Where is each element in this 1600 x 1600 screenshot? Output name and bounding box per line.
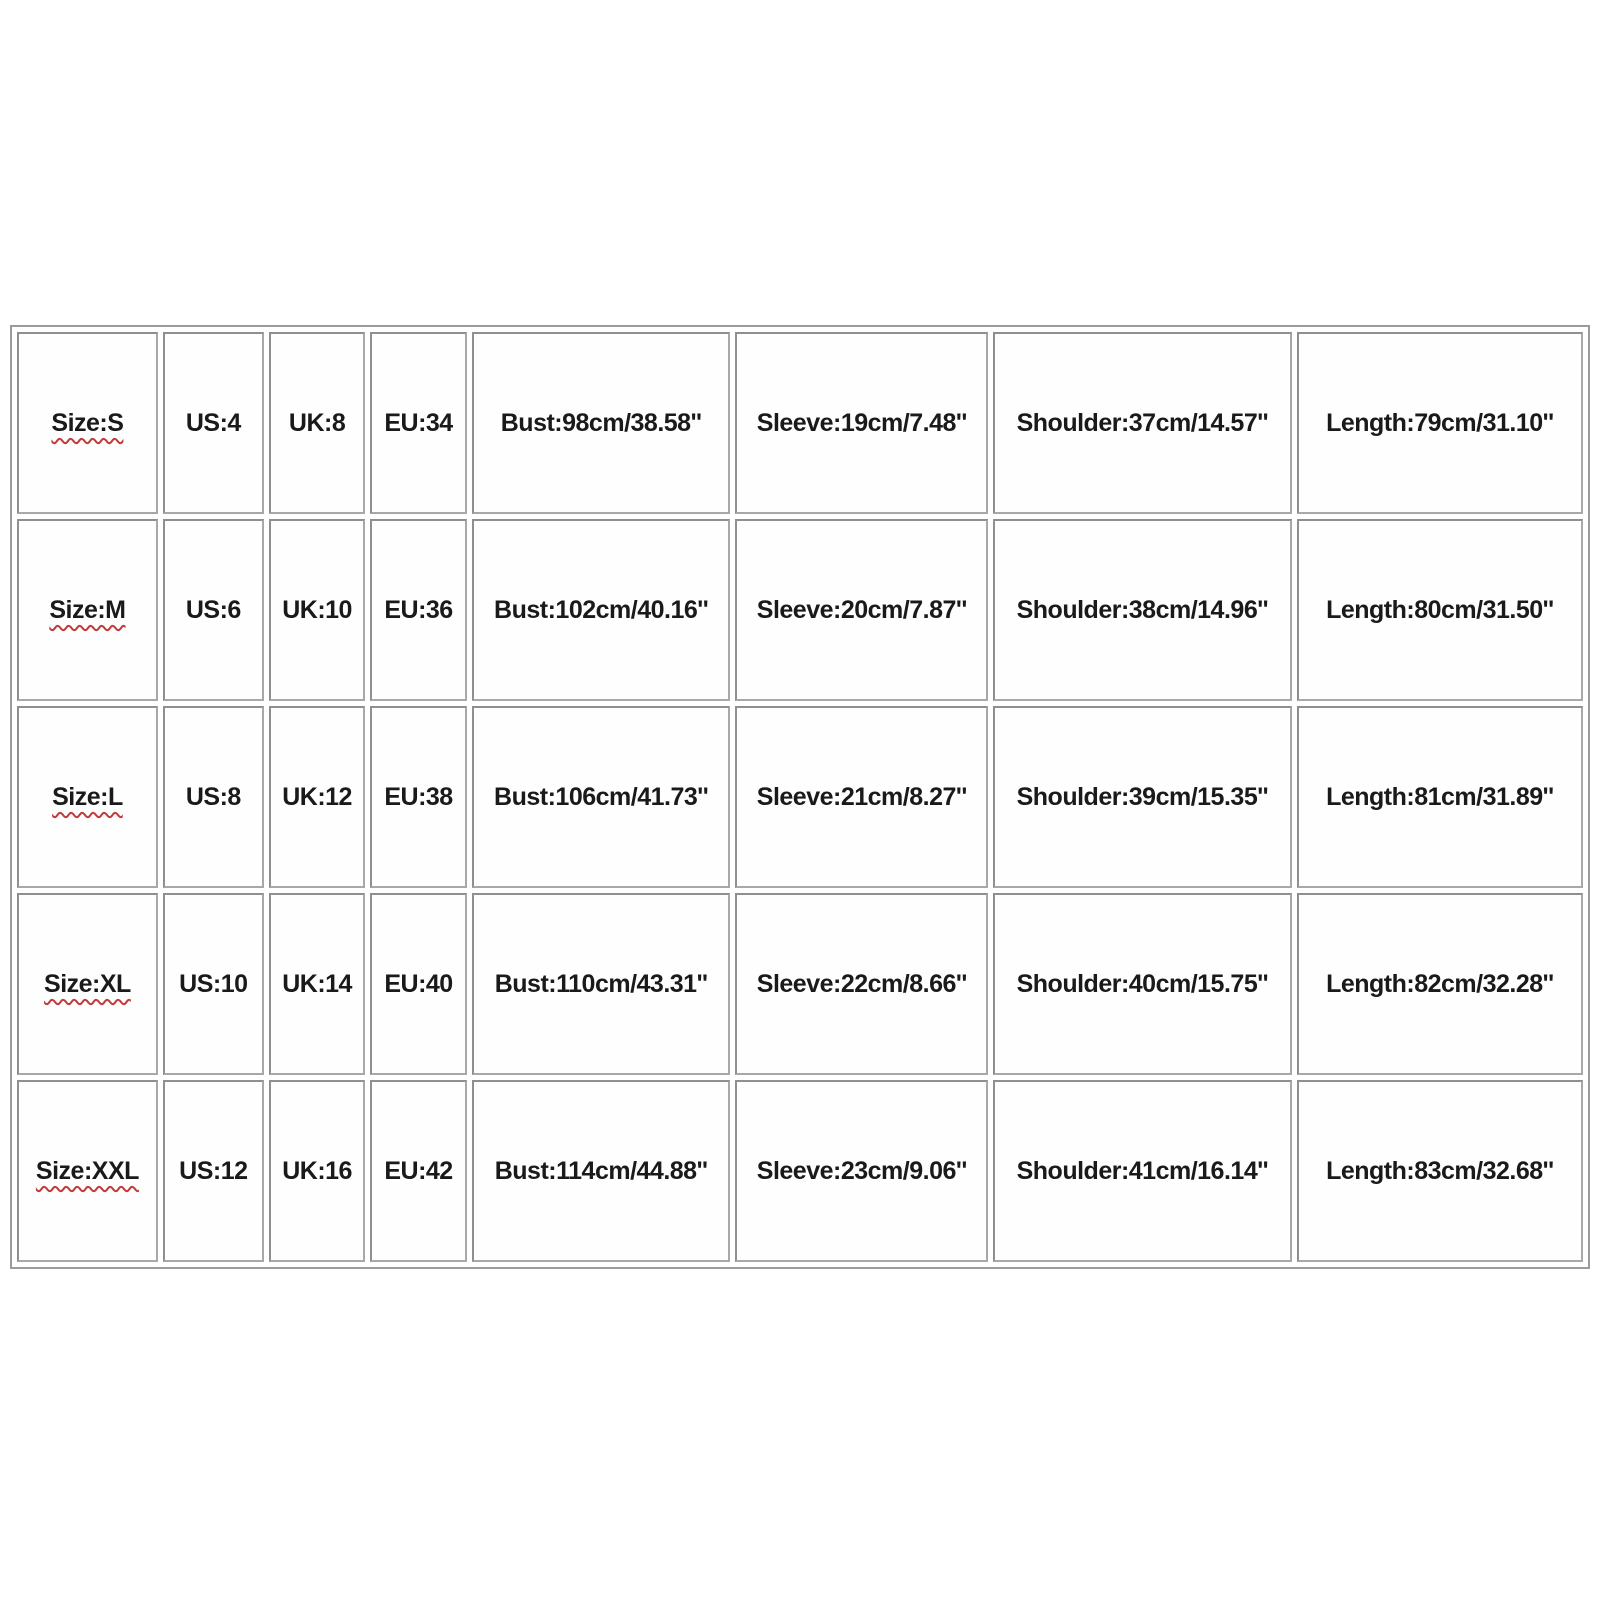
uk-value: UK:10 xyxy=(282,595,352,624)
us-cell xyxy=(163,332,264,514)
table-row xyxy=(17,332,1583,514)
size-cell xyxy=(17,1080,158,1262)
eu-value: EU:38 xyxy=(384,782,453,811)
shoulder-cell xyxy=(993,706,1292,888)
eu-value: EU:36 xyxy=(384,595,453,624)
shoulder-value: Shoulder:38cm/14.96'' xyxy=(1016,595,1269,624)
uk-value: UK:16 xyxy=(282,1156,352,1185)
size-value: Size:M xyxy=(49,595,126,624)
sleeve-value: Sleeve:23cm/9.06'' xyxy=(756,1156,967,1185)
size-value: Size:L xyxy=(52,782,123,811)
us-value: US:6 xyxy=(185,595,241,624)
us-value: US:4 xyxy=(185,408,241,437)
shoulder-value: Shoulder:37cm/14.57'' xyxy=(1016,408,1269,437)
size-cell xyxy=(17,332,158,514)
us-value: US:12 xyxy=(179,1156,248,1185)
bust-cell xyxy=(472,893,731,1075)
size-cell xyxy=(17,706,158,888)
shoulder-cell xyxy=(993,519,1292,701)
uk-value: UK:8 xyxy=(288,408,346,437)
bust-value: Bust:106cm/41.73'' xyxy=(494,782,709,811)
shoulder-cell xyxy=(993,332,1292,514)
sleeve-value: Sleeve:21cm/8.27'' xyxy=(756,782,967,811)
sleeve-cell xyxy=(735,706,988,888)
length-cell xyxy=(1297,519,1583,701)
table-row xyxy=(17,1080,1583,1262)
us-cell xyxy=(163,893,264,1075)
eu-cell xyxy=(370,332,466,514)
table-row xyxy=(17,893,1583,1075)
us-cell xyxy=(163,519,264,701)
us-value: US:8 xyxy=(185,782,241,811)
length-value: Length:81cm/31.89'' xyxy=(1326,782,1554,811)
length-cell xyxy=(1297,893,1583,1075)
size-value: Size:XXL xyxy=(35,1156,139,1185)
uk-cell xyxy=(269,519,365,701)
uk-cell xyxy=(269,706,365,888)
sleeve-value: Sleeve:22cm/8.66'' xyxy=(756,969,967,998)
length-cell xyxy=(1297,1080,1583,1262)
eu-value: EU:42 xyxy=(384,1156,453,1185)
uk-cell xyxy=(269,1080,365,1262)
shoulder-cell xyxy=(993,893,1292,1075)
bust-value: Bust:98cm/38.58'' xyxy=(500,408,702,437)
bust-cell xyxy=(472,519,731,701)
length-value: Length:80cm/31.50'' xyxy=(1326,595,1554,624)
sleeve-cell xyxy=(735,893,988,1075)
eu-cell xyxy=(370,893,466,1075)
us-cell xyxy=(163,706,264,888)
uk-cell xyxy=(269,893,365,1075)
size-value: Size:XL xyxy=(44,969,131,998)
bust-value: Bust:110cm/43.31'' xyxy=(494,969,708,998)
shoulder-value: Shoulder:40cm/15.75'' xyxy=(1016,969,1269,998)
sleeve-cell xyxy=(735,1080,988,1262)
sleeve-value: Sleeve:19cm/7.48'' xyxy=(756,408,967,437)
eu-cell xyxy=(370,519,466,701)
uk-value: UK:14 xyxy=(282,969,352,998)
shoulder-value: Shoulder:39cm/15.35'' xyxy=(1016,782,1269,811)
shoulder-value: Shoulder:41cm/16.14'' xyxy=(1016,1156,1269,1185)
uk-value: UK:12 xyxy=(282,782,352,811)
size-value: Size:S xyxy=(51,408,124,437)
size-cell xyxy=(17,893,158,1075)
bust-value: Bust:102cm/40.16'' xyxy=(494,595,709,624)
length-cell xyxy=(1297,332,1583,514)
table-row xyxy=(17,519,1583,701)
eu-cell xyxy=(370,706,466,888)
size-chart-table xyxy=(10,325,1590,1269)
shoulder-cell xyxy=(993,1080,1292,1262)
bust-cell xyxy=(472,332,731,514)
length-cell xyxy=(1297,706,1583,888)
us-cell xyxy=(163,1080,264,1262)
bust-value: Bust:114cm/44.88'' xyxy=(494,1156,708,1185)
uk-cell xyxy=(269,332,365,514)
table-row xyxy=(17,706,1583,888)
sleeve-cell xyxy=(735,519,988,701)
sleeve-value: Sleeve:20cm/7.87'' xyxy=(756,595,967,624)
eu-value: EU:34 xyxy=(384,408,453,437)
eu-cell xyxy=(370,1080,466,1262)
eu-value: EU:40 xyxy=(384,969,453,998)
bust-cell xyxy=(472,1080,731,1262)
length-value: Length:82cm/32.28'' xyxy=(1326,969,1554,998)
us-value: US:10 xyxy=(179,969,248,998)
sleeve-cell xyxy=(735,332,988,514)
bust-cell xyxy=(472,706,731,888)
length-value: Length:83cm/32.68'' xyxy=(1326,1156,1554,1185)
length-value: Length:79cm/31.10'' xyxy=(1326,408,1554,437)
size-cell xyxy=(17,519,158,701)
